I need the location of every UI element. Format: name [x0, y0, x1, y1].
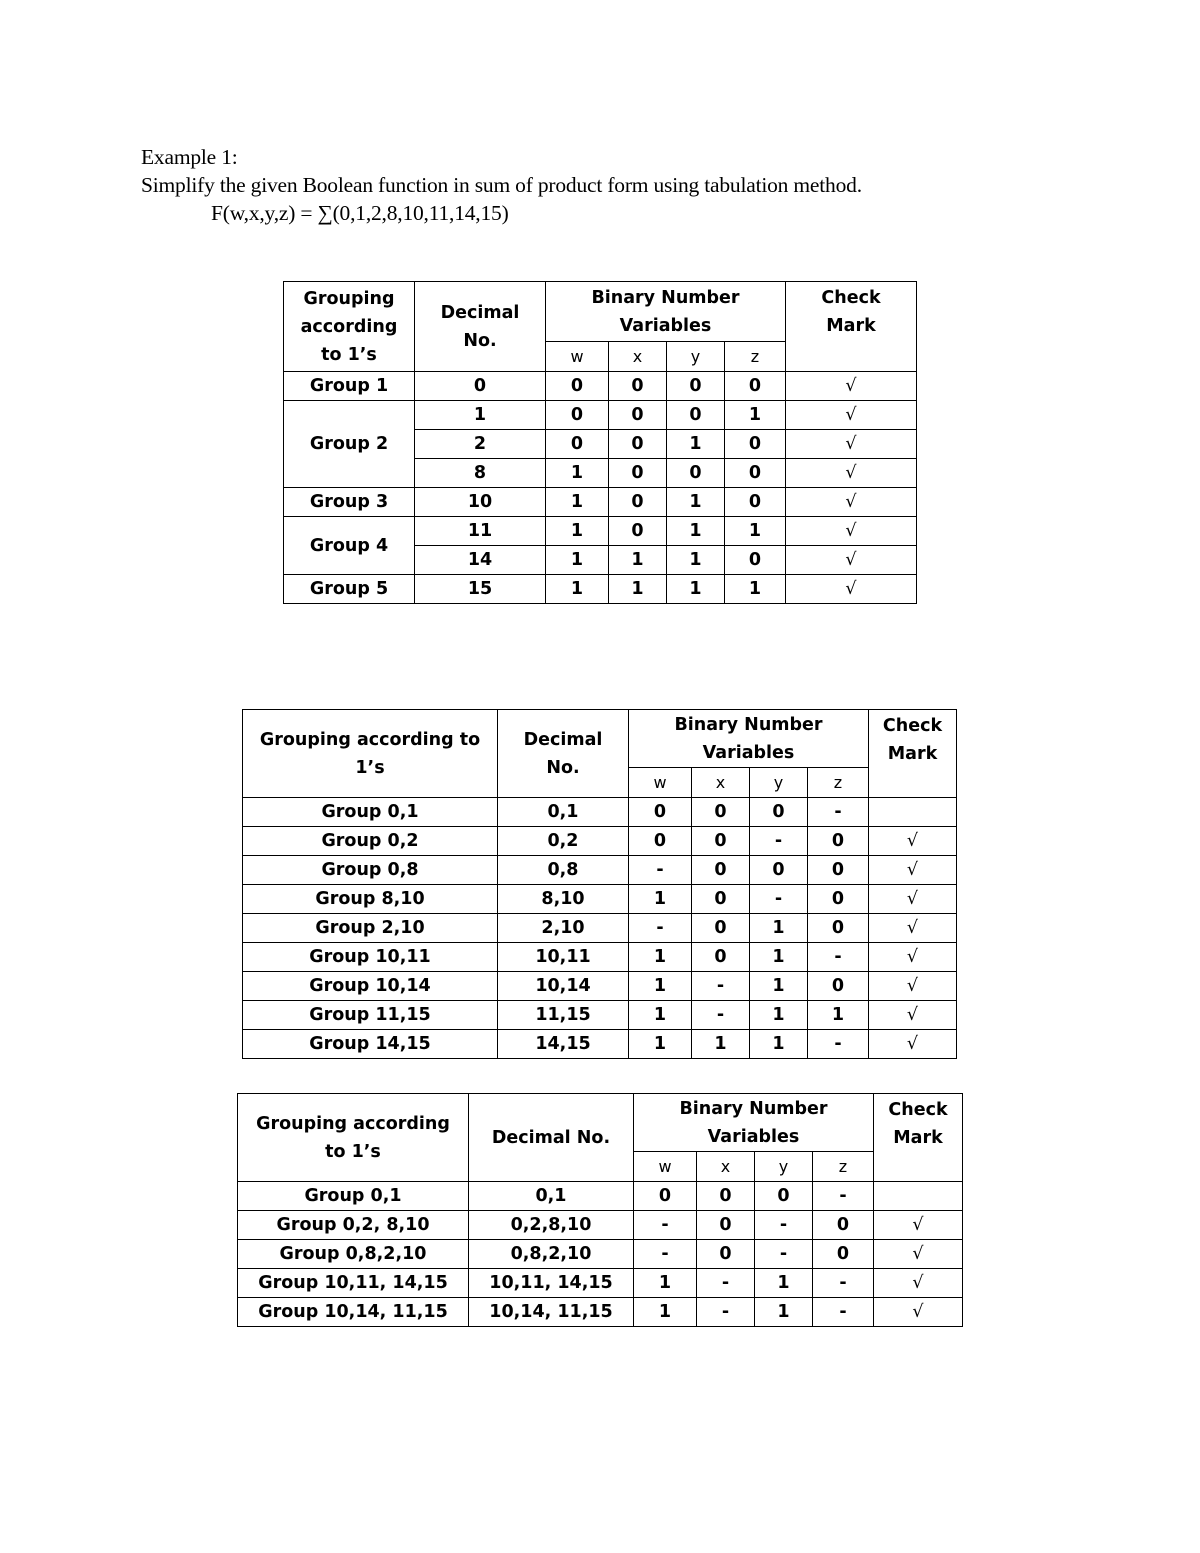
cell-x: 0 [692, 798, 750, 827]
cell-check: √ [869, 972, 957, 1001]
group-label: Group 10,14, 11,15 [238, 1298, 469, 1327]
cell-x: 0 [609, 430, 667, 459]
group-label: Group 0,1 [238, 1182, 469, 1211]
group-label: Group 8,10 [243, 885, 498, 914]
cell-z: 0 [808, 914, 869, 943]
cell-decimal: 10 [415, 488, 546, 517]
intro-text [141, 143, 862, 227]
cell-z: 0 [725, 546, 786, 575]
cell-check [869, 798, 957, 827]
table-row [243, 943, 957, 972]
table-row [238, 1182, 963, 1211]
cell-w: - [634, 1211, 697, 1240]
group-label: Group 4 [284, 517, 415, 575]
cell-decimal: 0,1 [498, 798, 629, 827]
cell-decimal: 2,10 [498, 914, 629, 943]
cell-check: √ [869, 856, 957, 885]
cell-w: 1 [629, 943, 692, 972]
cell-check: √ [874, 1298, 963, 1327]
cell-x: 0 [697, 1182, 755, 1211]
cell-z: 1 [808, 1001, 869, 1030]
cell-z: 0 [808, 972, 869, 1001]
cell-check: √ [869, 914, 957, 943]
cell-w: 1 [629, 885, 692, 914]
cell-x: 0 [692, 914, 750, 943]
cell-w: 1 [634, 1269, 697, 1298]
cell-x: 1 [609, 575, 667, 604]
cell-decimal: 0,8 [498, 856, 629, 885]
cell-decimal: 11,15 [498, 1001, 629, 1030]
table-row [243, 972, 957, 1001]
cell-x: 1 [692, 1030, 750, 1059]
cell-y: 0 [750, 856, 808, 885]
example-title: Example 1: [141, 145, 238, 169]
cell-w: 0 [546, 430, 609, 459]
cell-y: - [750, 885, 808, 914]
cell-w: 1 [546, 575, 609, 604]
cell-y: 1 [667, 546, 725, 575]
cell-decimal: 8 [415, 459, 546, 488]
cell-x: - [692, 972, 750, 1001]
cell-check: √ [869, 943, 957, 972]
table-row [243, 827, 957, 856]
cell-z: 0 [808, 827, 869, 856]
cell-y: 1 [667, 517, 725, 546]
group-label: Group 14,15 [243, 1030, 498, 1059]
header-w: w [546, 342, 609, 372]
group-label: Group 1 [284, 372, 415, 401]
cell-z: 0 [813, 1211, 874, 1240]
cell-y: 1 [750, 972, 808, 1001]
cell-z: - [813, 1182, 874, 1211]
table-row [284, 401, 917, 430]
table-row [284, 372, 917, 401]
table-group-by-ones [283, 281, 917, 604]
cell-decimal: 0,8,2,10 [469, 1240, 634, 1269]
group-label: Group 10,11, 14,15 [238, 1269, 469, 1298]
cell-y: 1 [750, 1030, 808, 1059]
cell-decimal: 8,10 [498, 885, 629, 914]
cell-z: - [813, 1269, 874, 1298]
cell-y: - [755, 1240, 813, 1269]
cell-decimal: 10,14, 11,15 [469, 1298, 634, 1327]
cell-z: - [808, 943, 869, 972]
table-row [243, 798, 957, 827]
cell-y: 1 [667, 430, 725, 459]
cell-x: 0 [697, 1211, 755, 1240]
cell-z: 0 [808, 885, 869, 914]
cell-decimal: 10,11, 14,15 [469, 1269, 634, 1298]
cell-check: √ [874, 1211, 963, 1240]
group-label: Group 10,11 [243, 943, 498, 972]
cell-y: 1 [750, 914, 808, 943]
cell-decimal: 15 [415, 575, 546, 604]
cell-decimal: 0 [415, 372, 546, 401]
cell-decimal: 10,14 [498, 972, 629, 1001]
group-label: Group 10,14 [243, 972, 498, 1001]
header-y: y [667, 342, 725, 372]
cell-z: 1 [725, 575, 786, 604]
table-pair-groups [242, 709, 957, 1059]
cell-check: √ [874, 1269, 963, 1298]
cell-x: 0 [692, 856, 750, 885]
cell-y: 1 [750, 1001, 808, 1030]
cell-y: 1 [750, 943, 808, 972]
cell-x: 0 [692, 827, 750, 856]
boolean-function: F(w,x,y,z) = ∑(0,1,2,8,10,11,14,15) [211, 201, 509, 225]
cell-y: 1 [755, 1269, 813, 1298]
cell-check: √ [786, 401, 917, 430]
cell-x: 0 [609, 488, 667, 517]
cell-w: - [629, 914, 692, 943]
cell-y: 1 [755, 1298, 813, 1327]
cell-decimal: 14,15 [498, 1030, 629, 1059]
cell-x: 0 [609, 459, 667, 488]
cell-w: 0 [629, 798, 692, 827]
cell-decimal: 11 [415, 517, 546, 546]
cell-x: 0 [609, 401, 667, 430]
group-label: Group 0,8,2,10 [238, 1240, 469, 1269]
cell-z: 1 [725, 517, 786, 546]
group-label: Group 5 [284, 575, 415, 604]
table-row [243, 885, 957, 914]
cell-z: - [808, 798, 869, 827]
cell-w: 0 [634, 1182, 697, 1211]
cell-w: 1 [546, 517, 609, 546]
header-w: w [634, 1152, 697, 1182]
table-row [243, 1030, 957, 1059]
cell-check: √ [869, 1030, 957, 1059]
cell-z: 0 [808, 856, 869, 885]
group-label: Group 2 [284, 401, 415, 488]
cell-z: 1 [725, 401, 786, 430]
cell-y: 1 [667, 575, 725, 604]
cell-w: 1 [629, 1030, 692, 1059]
cell-check: √ [874, 1240, 963, 1269]
header-w: w [629, 768, 692, 798]
table-row [284, 488, 917, 517]
cell-w: 1 [546, 488, 609, 517]
header-x: x [692, 768, 750, 798]
header-binary: Binary Number Variables [629, 710, 869, 768]
cell-z: 0 [725, 372, 786, 401]
cell-decimal: 0,2,8,10 [469, 1211, 634, 1240]
header-check: Check Mark [869, 710, 957, 798]
cell-check: √ [786, 546, 917, 575]
cell-check: √ [786, 372, 917, 401]
cell-w: 1 [634, 1298, 697, 1327]
problem-statement: Simplify the given Boolean function in sum of product form using tabulation method. [141, 173, 862, 197]
cell-x: - [697, 1298, 755, 1327]
header-decimal: Decimal No. [498, 710, 629, 798]
cell-y: - [750, 827, 808, 856]
cell-check: √ [786, 459, 917, 488]
group-label: Group 0,2, 8,10 [238, 1211, 469, 1240]
header-x: x [609, 342, 667, 372]
cell-y: 0 [755, 1182, 813, 1211]
header-binary: Binary Number Variables [634, 1094, 874, 1152]
cell-x: 0 [609, 372, 667, 401]
table-row [238, 1211, 963, 1240]
header-binary: Binary Number Variables [546, 282, 786, 342]
header-z: z [725, 342, 786, 372]
cell-x: - [697, 1269, 755, 1298]
cell-check: √ [786, 517, 917, 546]
group-label: Group 0,2 [243, 827, 498, 856]
cell-z: 0 [725, 430, 786, 459]
cell-check: √ [786, 575, 917, 604]
cell-y: 1 [667, 488, 725, 517]
cell-x: 0 [692, 885, 750, 914]
table-row [238, 1269, 963, 1298]
cell-z: - [813, 1298, 874, 1327]
cell-check [874, 1182, 963, 1211]
header-z: z [808, 768, 869, 798]
cell-decimal: 1 [415, 401, 546, 430]
cell-x: - [692, 1001, 750, 1030]
cell-y: 0 [667, 459, 725, 488]
cell-check: √ [786, 430, 917, 459]
cell-decimal: 0,2 [498, 827, 629, 856]
cell-decimal: 0,1 [469, 1182, 634, 1211]
cell-w: - [634, 1240, 697, 1269]
header-check: Check Mark [786, 282, 917, 372]
header-decimal: Decimal No. [469, 1094, 634, 1182]
cell-y: 0 [750, 798, 808, 827]
table-row [284, 517, 917, 546]
table-quad-groups [237, 1093, 963, 1327]
cell-check: √ [869, 885, 957, 914]
group-label: Group 0,8 [243, 856, 498, 885]
header-grouping: Grouping according to 1’s [284, 282, 415, 372]
table-row [243, 914, 957, 943]
cell-w: 1 [546, 546, 609, 575]
header-grouping: Grouping according to 1’s [243, 710, 498, 798]
cell-decimal: 10,11 [498, 943, 629, 972]
cell-z: 0 [813, 1240, 874, 1269]
cell-x: 0 [609, 517, 667, 546]
table-row [238, 1240, 963, 1269]
cell-check: √ [869, 1001, 957, 1030]
header-z: z [813, 1152, 874, 1182]
cell-z: 0 [725, 459, 786, 488]
cell-x: 0 [692, 943, 750, 972]
cell-x: 1 [609, 546, 667, 575]
header-y: y [750, 768, 808, 798]
cell-z: - [808, 1030, 869, 1059]
header-y: y [755, 1152, 813, 1182]
cell-y: 0 [667, 401, 725, 430]
group-label: Group 0,1 [243, 798, 498, 827]
header-x: x [697, 1152, 755, 1182]
group-label: Group 2,10 [243, 914, 498, 943]
cell-decimal: 2 [415, 430, 546, 459]
header-grouping: Grouping according to 1’s [238, 1094, 469, 1182]
cell-y: - [755, 1211, 813, 1240]
cell-w: 1 [629, 1001, 692, 1030]
cell-z: 0 [725, 488, 786, 517]
table-row [238, 1298, 963, 1327]
cell-decimal: 14 [415, 546, 546, 575]
cell-w: 0 [546, 401, 609, 430]
header-check: Check Mark [874, 1094, 963, 1182]
cell-w: 0 [629, 827, 692, 856]
cell-w: 1 [546, 459, 609, 488]
group-label: Group 11,15 [243, 1001, 498, 1030]
header-decimal: Decimal No. [415, 282, 546, 372]
cell-w: 0 [546, 372, 609, 401]
cell-w: 1 [629, 972, 692, 1001]
cell-w: - [629, 856, 692, 885]
cell-x: 0 [697, 1240, 755, 1269]
cell-y: 0 [667, 372, 725, 401]
table-row [243, 1001, 957, 1030]
cell-check: √ [869, 827, 957, 856]
table-row [243, 856, 957, 885]
cell-check: √ [786, 488, 917, 517]
group-label: Group 3 [284, 488, 415, 517]
table-row [284, 575, 917, 604]
